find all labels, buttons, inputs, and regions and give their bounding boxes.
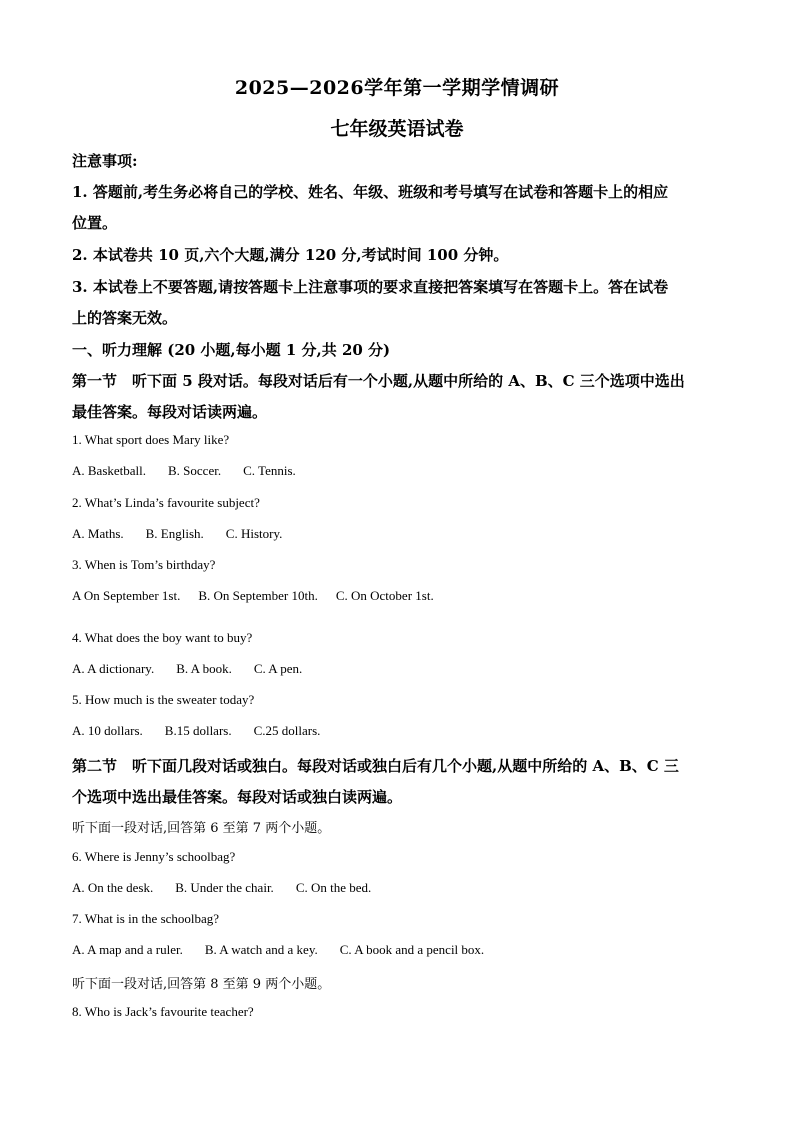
option-a: A. A map and a ruler.: [72, 942, 183, 957]
notice-item-1: 1. 答题前,考生务必将自己的学校、姓名、年级、班级和考号填写在试卷和答题卡上的相应: [72, 183, 669, 201]
question-6: 6. Where is Jenny’s schoolbag?: [72, 849, 236, 864]
option-c: C. On October 1st.: [335, 588, 434, 603]
notice-item-3: 3. 本试卷上不要答题,请按答题卡上注意事项的要求直接把答案填写在答题卡上。答在试卷: [72, 278, 669, 296]
question-7: 7. What is in the schoolbag?: [72, 911, 220, 926]
option-c: C. History.: [225, 526, 283, 541]
option-a: A. A dictionary.: [72, 661, 155, 676]
option-c: C. Tennis.: [243, 463, 296, 478]
question-4: 4. What does the boy want to buy?: [72, 630, 253, 645]
part1-instruction: 第一节 听下面 5 段对话。每段对话后有一个小题,从题中所给的 A、B、C 三个选项中选出: [72, 372, 685, 390]
notice-item-2: 2. 本试卷共 10 页,六个大题,满分 120 分,考试时间 100 分钟。: [72, 246, 509, 264]
option-a: A. 10 dollars.: [72, 723, 143, 738]
question-4-options: [72, 661, 324, 677]
exam-title: 2025—2026学年第一学期学情调研: [234, 77, 560, 99]
option-b: B. Soccer.: [168, 463, 222, 478]
question-5: 5. How much is the sweater today?: [72, 692, 255, 707]
option-b: B.15 dollars.: [164, 723, 232, 738]
option-a: A. Basketball.: [72, 463, 147, 478]
question-2: 2. What’s Linda’s favourite subject?: [72, 495, 260, 510]
dialogue-intro-8-9: 听下面一段对话,回答第 8 至第 9 两个小题。: [72, 977, 331, 992]
question-3: 3. When is Tom’s birthday?: [72, 557, 216, 572]
option-b: B. On September 10th.: [198, 588, 318, 603]
option-c: C. A pen.: [253, 661, 303, 676]
notice-item-3-cont: 上的答案无效。: [72, 309, 178, 327]
notice-item-1-cont: 位置。: [72, 214, 118, 232]
option-b: B. English.: [145, 526, 204, 541]
exam-subtitle: 七年级英语试卷: [330, 118, 464, 140]
notice-heading: 注意事项:: [72, 152, 138, 170]
option-c: C. On the bed.: [295, 880, 372, 895]
part1-instruction-cont: 最佳答案。每段对话读两遍。: [72, 403, 268, 421]
option-a: A On September 1st.: [72, 588, 181, 603]
section-heading-listening: 一、听力理解 (20 小题,每小题 1 分,共 20 分): [72, 341, 391, 359]
part2-instruction-cont: 个选项中选出最佳答案。每段对话或独白读两遍。: [72, 788, 403, 806]
question-6-options: [72, 880, 393, 896]
dialogue-intro-6-7: 听下面一段对话,回答第 6 至第 7 两个小题。: [72, 821, 331, 836]
question-8: 8. Who is Jack’s favourite teacher?: [72, 1004, 254, 1019]
question-7-options: [72, 942, 506, 958]
option-a: A. On the desk.: [72, 880, 154, 895]
question-5-options: [72, 723, 342, 739]
option-b: B. A book.: [176, 661, 232, 676]
question-2-options: [72, 526, 304, 542]
option-b: B. A watch and a key.: [204, 942, 318, 957]
question-1-options: [72, 463, 318, 479]
part2-instruction: 第二节 听下面几段对话或独白。每段对话或独白后有几个小题,从题中所给的 A、B、C 三: [72, 757, 679, 775]
option-c: C.25 dollars.: [253, 723, 321, 738]
option-b: B. Under the chair.: [175, 880, 274, 895]
option-a: A. Maths.: [72, 526, 124, 541]
question-3-options: [72, 588, 452, 604]
question-1: 1. What sport does Mary like?: [72, 432, 230, 447]
option-c: C. A book and a pencil box.: [339, 942, 485, 957]
